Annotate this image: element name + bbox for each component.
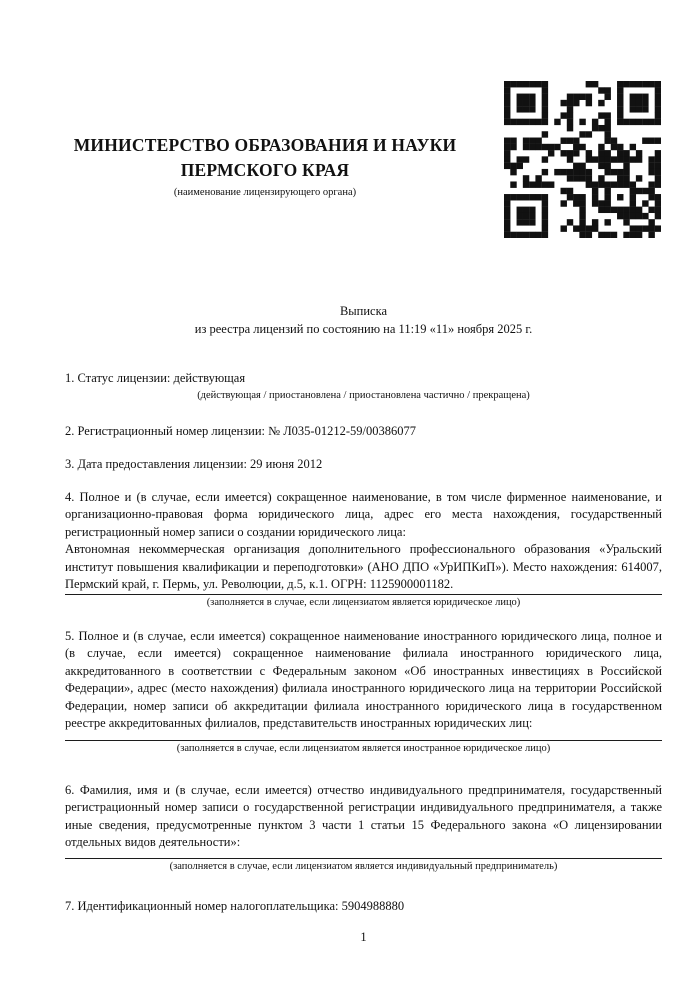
item-5-foreign-entity [65,628,662,755]
qr-code [504,81,661,238]
item-2-registration-number: 2. Регистрационный номер лицензии: № Л035-01212-59/00386077 [65,423,416,438]
item-6-individual-entrepreneur [65,782,662,873]
item-4-legal-entity [65,489,662,609]
item-5-fill-line [65,740,662,741]
item-5-question: 5. Полное и (в случае, если имеется) сокращенное наименование иностранного юридического лица, полное и (в случае, если имеется) сокращенное наименование филиала иностранного юридического лица, аккредитованного в соответствии с Федеральным законом «Об иностранных инвестициях в Российской Федерации», адрес (место нахождения) филиала иностранного юридического лица на территории Российской Федерации, номер записи об аккредитации филиала иностранного юридического лица в государственном реестре аккредитованных филиалов, представительств иностранных юридических лиц: [65,628,662,730]
document-body [65,303,662,915]
ministry-name-line2: ПЕРМСКОГО КРАЯ [180,160,350,180]
item-4-note: (заполняется в случае, если лицензиатом является юридическое лицо) [206,596,521,608]
item-5-note: (заполняется в случае, если лицензиатом является иностранное юридическое лицо) [176,742,551,754]
item-4-answer: Автономная некоммерческая организация дополнительного профессионального образования «Уральский институт повышения квалификации и переподготовки» (АНО ДПО «УрИПКиП»). Место нахождения: 614007, Пермский край, г. Пермь, ул. Революции, д.5, к.1. ОГРН: 1125900001182. [65,542,662,591]
item-1-license-status: 1. Статус лицензии: действующая [65,371,246,385]
item-3-grant-date: 3. Дата предоставления лицензии: 29 июня 2012 [65,457,323,471]
licensing-authority-block [40,133,490,199]
document-title [65,303,662,338]
document-title-line2: из реестра лицензий по состоянию на 11:19 «11» ноября 2025 г. [194,321,533,336]
item-4-fill-line [65,594,662,595]
item-6-fill-line [65,858,662,859]
item-7-taxpayer-id: 7. Идентификационный номер налогоплательщика: 5904988880 [65,898,405,913]
item-6-question: 6. Фамилия, имя и (в случае, если имеется) отчество индивидуального предпринимателя, государственный регистрационный номер записи о государственной регистрации индивидуального предпринимателя, а также иные сведения, предусмотренные пунктом 3 части 1 статьи 15 Федерального закона «О лицензировании отдельных видов деятельности»: [65,782,662,849]
page-number: 1 [360,930,367,944]
item-6-note: (заполняется в случае, если лицензиатом является индивидуальный предприниматель) [169,860,558,872]
ministry-caption: (наименование лицензирующего органа) [173,187,357,198]
ministry-name-line1: МИНИСТЕРСТВО ОБРАЗОВАНИЯ И НАУКИ [73,135,457,155]
qr-code-image [504,81,661,238]
document-title-line1: Выписка [339,304,388,318]
item-1-status-options-note: (действующая / приостановлена / приостановлена частично / прекращена) [197,389,530,401]
item-4-question: 4. Полное и (в случае, если имеется) сокращенное наименование, в том числе фирменное наименование, и организационно-правовая форма юридического лица, адрес его места нахождения, государственный регистрационный номер записи о создании юридического лица: [65,489,662,539]
